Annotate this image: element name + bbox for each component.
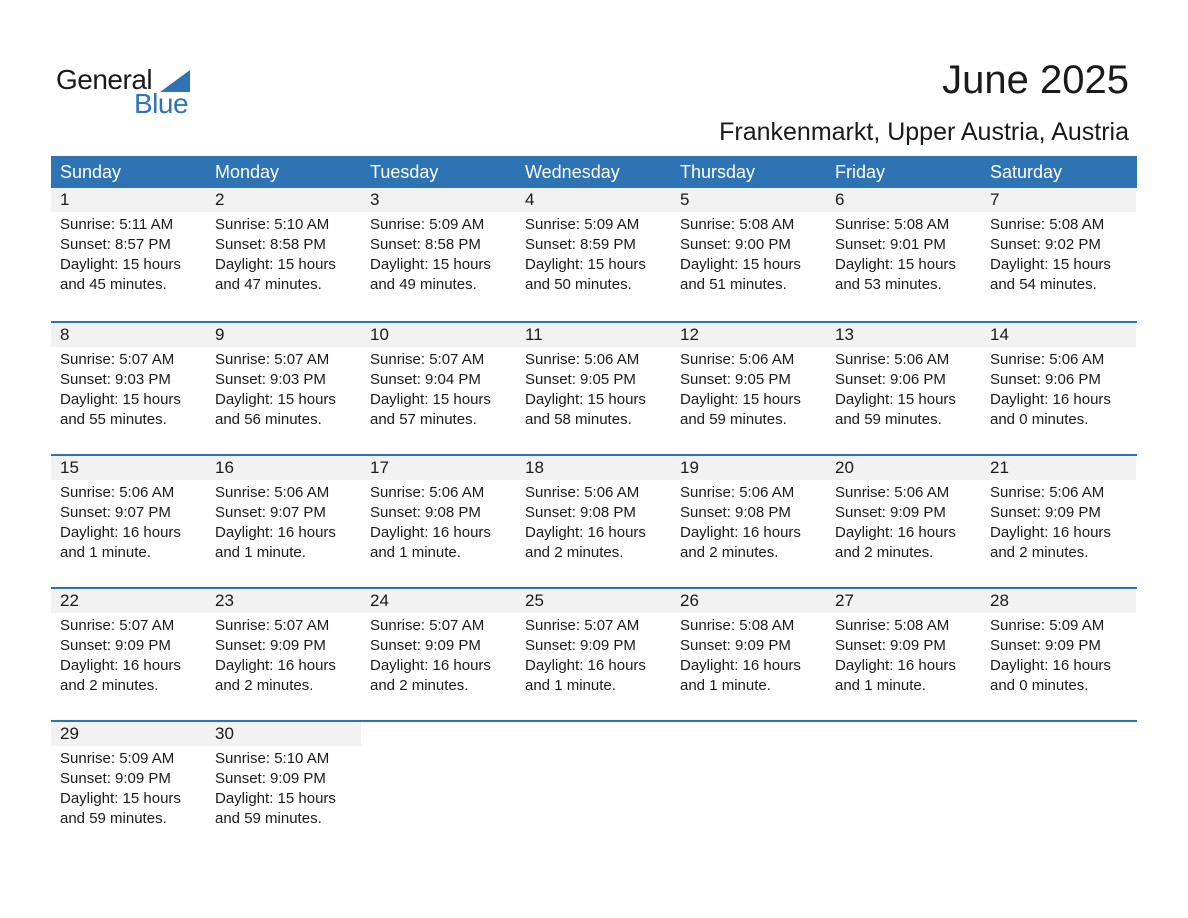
- daylight-hours-text: Daylight: 16 hours: [990, 524, 1111, 541]
- day-cell: [671, 589, 826, 720]
- sun-info: [60, 483, 181, 563]
- sunset-text: Sunset: 9:00 PM: [680, 236, 791, 253]
- sun-info: [835, 215, 956, 295]
- date-number: 11: [525, 325, 543, 344]
- daylight-hours-text: Daylight: 15 hours: [370, 256, 491, 273]
- sunrise-text: Sunrise: 5:06 AM: [525, 351, 640, 368]
- sunset-text: Sunset: 9:07 PM: [215, 504, 326, 521]
- daylight-minutes-text: and 57 minutes.: [370, 411, 477, 428]
- date-number: 9: [215, 325, 225, 344]
- date-number: 29: [60, 724, 79, 743]
- day-cell: [206, 722, 361, 853]
- weekday-header-monday: Monday: [215, 162, 280, 182]
- day-cell: [826, 589, 981, 720]
- sunset-text: Sunset: 9:09 PM: [835, 504, 946, 521]
- date-number: 15: [60, 458, 79, 477]
- daylight-hours-text: Daylight: 15 hours: [215, 256, 336, 273]
- daylight-hours-text: Daylight: 15 hours: [215, 391, 336, 408]
- sunset-text: Sunset: 9:09 PM: [215, 637, 326, 654]
- sunrise-text: Sunrise: 5:11 AM: [60, 216, 174, 233]
- daylight-minutes-text: and 1 minute.: [835, 677, 926, 694]
- daylight-minutes-text: and 51 minutes.: [680, 276, 787, 293]
- sunset-text: Sunset: 9:04 PM: [370, 371, 481, 388]
- date-number: 12: [680, 325, 699, 344]
- date-band: [206, 323, 361, 347]
- day-cell: [206, 323, 361, 454]
- weekday-header-thursday: Thursday: [680, 162, 756, 182]
- day-cell: [516, 589, 671, 720]
- daylight-minutes-text: and 50 minutes.: [525, 276, 632, 293]
- daylight-hours-text: Daylight: 15 hours: [680, 391, 801, 408]
- date-band: [361, 188, 516, 212]
- day-cell: [671, 188, 826, 321]
- weekday-header-tuesday: Tuesday: [370, 162, 439, 182]
- sun-info: [215, 749, 336, 829]
- sun-info: [680, 616, 801, 696]
- daylight-minutes-text: and 2 minutes.: [835, 544, 934, 561]
- day-cell: [51, 722, 206, 853]
- day-cell: [981, 323, 1136, 454]
- daylight-hours-text: Daylight: 16 hours: [60, 657, 181, 674]
- date-number: 26: [680, 591, 699, 610]
- date-band: [826, 188, 981, 212]
- sunrise-text: Sunrise: 5:08 AM: [835, 216, 950, 233]
- date-number: 20: [835, 458, 854, 477]
- date-number: 6: [835, 190, 845, 209]
- sunrise-text: Sunrise: 5:06 AM: [990, 351, 1105, 368]
- day-cell: [826, 188, 981, 321]
- date-number: 17: [370, 458, 389, 477]
- sun-info: [370, 350, 491, 430]
- sun-info: [990, 215, 1111, 295]
- sunset-text: Sunset: 8:58 PM: [215, 236, 326, 253]
- daylight-minutes-text: and 56 minutes.: [215, 411, 322, 428]
- sun-info: [215, 616, 336, 696]
- sunset-text: Sunset: 9:01 PM: [835, 236, 946, 253]
- date-number: 28: [990, 591, 1009, 610]
- date-number: 22: [60, 591, 79, 610]
- daylight-hours-text: Daylight: 15 hours: [60, 790, 181, 807]
- sun-info: [835, 616, 956, 696]
- day-cell: [51, 589, 206, 720]
- sunset-text: Sunset: 9:06 PM: [835, 371, 946, 388]
- date-number: 4: [525, 190, 535, 209]
- daylight-minutes-text: and 59 minutes.: [60, 810, 167, 827]
- sun-info: [680, 350, 801, 430]
- daylight-hours-text: Daylight: 16 hours: [215, 524, 336, 541]
- sunrise-text: Sunrise: 5:08 AM: [680, 216, 795, 233]
- sun-info: [835, 350, 956, 430]
- sunset-text: Sunset: 9:05 PM: [680, 371, 791, 388]
- location-subtitle: Frankenmarkt, Upper Austria, Austria: [719, 118, 1129, 146]
- daylight-hours-text: Daylight: 16 hours: [835, 524, 956, 541]
- date-number: 25: [525, 591, 544, 610]
- daylight-minutes-text: and 2 minutes.: [215, 677, 314, 694]
- sun-info: [990, 483, 1111, 563]
- daylight-minutes-text: and 2 minutes.: [990, 544, 1089, 561]
- sun-info: [525, 616, 646, 696]
- week-row: [51, 188, 1137, 321]
- sun-info: [370, 616, 491, 696]
- week-row: [51, 720, 1137, 853]
- page-title: June 2025: [942, 58, 1129, 102]
- sun-info: [990, 616, 1111, 696]
- sun-info: [60, 616, 181, 696]
- date-number: 23: [215, 591, 234, 610]
- sunset-text: Sunset: 9:06 PM: [990, 371, 1101, 388]
- sunrise-text: Sunrise: 5:06 AM: [370, 484, 485, 501]
- sunrise-text: Sunrise: 5:06 AM: [680, 351, 795, 368]
- sunset-text: Sunset: 9:09 PM: [60, 770, 171, 787]
- sunset-text: Sunset: 9:05 PM: [525, 371, 636, 388]
- sunset-text: Sunset: 9:09 PM: [680, 637, 791, 654]
- sunrise-text: Sunrise: 5:09 AM: [60, 750, 175, 767]
- week-row: [51, 587, 1137, 720]
- sunset-text: Sunset: 9:09 PM: [990, 504, 1101, 521]
- sun-info: [60, 350, 181, 430]
- sunrise-text: Sunrise: 5:06 AM: [990, 484, 1105, 501]
- sunset-text: Sunset: 9:09 PM: [835, 637, 946, 654]
- daylight-hours-text: Daylight: 16 hours: [680, 524, 801, 541]
- daylight-hours-text: Daylight: 15 hours: [525, 391, 646, 408]
- sun-info: [990, 350, 1111, 430]
- sunset-text: Sunset: 9:09 PM: [990, 637, 1101, 654]
- sun-info: [525, 483, 646, 563]
- daylight-hours-text: Daylight: 15 hours: [990, 256, 1111, 273]
- day-cell: [206, 456, 361, 587]
- empty-day-cell: [981, 722, 1136, 853]
- daylight-hours-text: Daylight: 16 hours: [525, 524, 646, 541]
- weeks-container: [51, 188, 1137, 853]
- day-cell: [981, 188, 1136, 321]
- date-band: [981, 188, 1136, 212]
- daylight-minutes-text: and 59 minutes.: [680, 411, 787, 428]
- daylight-minutes-text: and 2 minutes.: [680, 544, 779, 561]
- sunrise-text: Sunrise: 5:07 AM: [60, 617, 175, 634]
- date-band: [516, 188, 671, 212]
- sunrise-text: Sunrise: 5:08 AM: [990, 216, 1105, 233]
- sunset-text: Sunset: 8:58 PM: [370, 236, 481, 253]
- daylight-hours-text: Daylight: 16 hours: [990, 391, 1111, 408]
- date-number: 14: [990, 325, 1009, 344]
- day-cell: [516, 188, 671, 321]
- daylight-minutes-text: and 1 minute.: [525, 677, 616, 694]
- sunrise-text: Sunrise: 5:10 AM: [215, 750, 330, 767]
- date-number: 10: [370, 325, 389, 344]
- daylight-minutes-text: and 1 minute.: [370, 544, 461, 561]
- sunrise-text: Sunrise: 5:07 AM: [215, 351, 330, 368]
- sunset-text: Sunset: 9:09 PM: [60, 637, 171, 654]
- daylight-minutes-text: and 1 minute.: [215, 544, 306, 561]
- day-cell: [361, 323, 516, 454]
- weekday-header-row: [51, 156, 1137, 188]
- sunrise-text: Sunrise: 5:06 AM: [680, 484, 795, 501]
- day-cell: [981, 589, 1136, 720]
- date-number: 5: [680, 190, 690, 209]
- day-cell: [361, 589, 516, 720]
- sunrise-text: Sunrise: 5:07 AM: [370, 617, 485, 634]
- day-cell: [51, 323, 206, 454]
- sunset-text: Sunset: 9:03 PM: [215, 371, 326, 388]
- daylight-hours-text: Daylight: 16 hours: [370, 524, 491, 541]
- sunrise-text: Sunrise: 5:08 AM: [835, 617, 950, 634]
- sun-info: [680, 215, 801, 295]
- sunset-text: Sunset: 9:07 PM: [60, 504, 171, 521]
- daylight-hours-text: Daylight: 15 hours: [60, 256, 181, 273]
- weekday-header-wednesday: Wednesday: [525, 162, 620, 182]
- weekday-header-saturday: Saturday: [990, 162, 1063, 182]
- day-cell: [206, 188, 361, 321]
- date-number: 30: [215, 724, 234, 743]
- date-band: [51, 188, 206, 212]
- sunrise-text: Sunrise: 5:10 AM: [215, 216, 330, 233]
- day-cell: [671, 456, 826, 587]
- daylight-minutes-text: and 45 minutes.: [60, 276, 167, 293]
- daylight-hours-text: Daylight: 16 hours: [60, 524, 181, 541]
- daylight-minutes-text: and 2 minutes.: [370, 677, 469, 694]
- week-row: [51, 321, 1137, 454]
- date-number: 3: [370, 190, 380, 209]
- sun-info: [215, 215, 336, 295]
- daylight-hours-text: Daylight: 15 hours: [680, 256, 801, 273]
- day-cell: [361, 188, 516, 321]
- week-row: [51, 454, 1137, 587]
- day-cell: [826, 456, 981, 587]
- date-number: 24: [370, 591, 389, 610]
- daylight-minutes-text: and 0 minutes.: [990, 411, 1089, 428]
- empty-day-cell: [361, 722, 516, 853]
- sun-info: [525, 215, 646, 295]
- sun-info: [370, 483, 491, 563]
- sunset-text: Sunset: 9:08 PM: [680, 504, 791, 521]
- daylight-hours-text: Daylight: 16 hours: [680, 657, 801, 674]
- daylight-hours-text: Daylight: 16 hours: [525, 657, 646, 674]
- day-cell: [361, 456, 516, 587]
- day-cell: [51, 188, 206, 321]
- sun-info: [215, 483, 336, 563]
- sun-info: [525, 350, 646, 430]
- logo-general-text: General: [56, 64, 153, 95]
- day-cell: [51, 456, 206, 587]
- sunrise-text: Sunrise: 5:07 AM: [370, 351, 485, 368]
- date-band: [671, 188, 826, 212]
- sunrise-text: Sunrise: 5:06 AM: [835, 351, 950, 368]
- daylight-hours-text: Daylight: 16 hours: [370, 657, 491, 674]
- daylight-hours-text: Daylight: 16 hours: [835, 657, 956, 674]
- sunrise-text: Sunrise: 5:09 AM: [990, 617, 1105, 634]
- date-number: 18: [525, 458, 544, 477]
- daylight-minutes-text: and 53 minutes.: [835, 276, 942, 293]
- sunrise-text: Sunrise: 5:09 AM: [525, 216, 640, 233]
- date-band: [206, 188, 361, 212]
- daylight-minutes-text: and 59 minutes.: [835, 411, 942, 428]
- date-number: 13: [835, 325, 854, 344]
- daylight-minutes-text: and 0 minutes.: [990, 677, 1089, 694]
- daylight-minutes-text: and 55 minutes.: [60, 411, 167, 428]
- sunrise-text: Sunrise: 5:07 AM: [525, 617, 640, 634]
- daylight-minutes-text: and 2 minutes.: [60, 677, 159, 694]
- weekday-header-sunday: Sunday: [60, 162, 122, 182]
- empty-day-cell: [671, 722, 826, 853]
- daylight-minutes-text: and 2 minutes.: [525, 544, 624, 561]
- date-number: 8: [60, 325, 70, 344]
- logo-blue-text: Blue: [134, 88, 189, 119]
- day-cell: [826, 323, 981, 454]
- daylight-minutes-text: and 1 minute.: [680, 677, 771, 694]
- empty-day-cell: [516, 722, 671, 853]
- daylight-hours-text: Daylight: 15 hours: [370, 391, 491, 408]
- sunset-text: Sunset: 9:09 PM: [215, 770, 326, 787]
- sun-info: [370, 215, 491, 295]
- date-number: 7: [990, 190, 1000, 209]
- sunset-text: Sunset: 9:08 PM: [525, 504, 636, 521]
- calendar-grid: [51, 156, 1137, 853]
- daylight-hours-text: Daylight: 16 hours: [990, 657, 1111, 674]
- sunset-text: Sunset: 9:08 PM: [370, 504, 481, 521]
- daylight-minutes-text: and 47 minutes.: [215, 276, 322, 293]
- day-cell: [671, 323, 826, 454]
- daylight-minutes-text: and 54 minutes.: [990, 276, 1097, 293]
- date-number: 27: [835, 591, 854, 610]
- date-band: [51, 323, 206, 347]
- date-number: 21: [990, 458, 1009, 477]
- day-cell: [206, 589, 361, 720]
- daylight-hours-text: Daylight: 15 hours: [525, 256, 646, 273]
- empty-day-cell: [826, 722, 981, 853]
- sunset-text: Sunset: 9:02 PM: [990, 236, 1101, 253]
- sunset-text: Sunset: 9:09 PM: [370, 637, 481, 654]
- date-number: 1: [60, 190, 70, 209]
- sun-info: [835, 483, 956, 563]
- sunrise-text: Sunrise: 5:09 AM: [370, 216, 485, 233]
- sunrise-text: Sunrise: 5:06 AM: [215, 484, 330, 501]
- daylight-hours-text: Daylight: 15 hours: [835, 256, 956, 273]
- sunrise-text: Sunrise: 5:06 AM: [835, 484, 950, 501]
- day-cell: [516, 323, 671, 454]
- weekday-header-friday: Friday: [835, 162, 886, 182]
- sunrise-text: Sunrise: 5:06 AM: [525, 484, 640, 501]
- daylight-hours-text: Daylight: 15 hours: [835, 391, 956, 408]
- sunrise-text: Sunrise: 5:08 AM: [680, 617, 795, 634]
- sunset-text: Sunset: 9:09 PM: [525, 637, 636, 654]
- sunset-text: Sunset: 8:57 PM: [60, 236, 171, 253]
- sunrise-text: Sunrise: 5:07 AM: [60, 351, 175, 368]
- sunset-text: Sunset: 9:03 PM: [60, 371, 171, 388]
- sunrise-text: Sunrise: 5:07 AM: [215, 617, 330, 634]
- daylight-minutes-text: and 59 minutes.: [215, 810, 322, 827]
- sun-info: [60, 749, 181, 829]
- daylight-minutes-text: and 49 minutes.: [370, 276, 477, 293]
- sun-info: [215, 350, 336, 430]
- day-cell: [516, 456, 671, 587]
- sunset-text: Sunset: 8:59 PM: [525, 236, 636, 253]
- sunrise-text: Sunrise: 5:06 AM: [60, 484, 175, 501]
- daylight-minutes-text: and 1 minute.: [60, 544, 151, 561]
- sun-info: [60, 215, 181, 295]
- date-number: 2: [215, 190, 225, 209]
- daylight-hours-text: Daylight: 15 hours: [215, 790, 336, 807]
- daylight-minutes-text: and 58 minutes.: [525, 411, 632, 428]
- day-cell: [981, 456, 1136, 587]
- date-number: 19: [680, 458, 699, 477]
- date-number: 16: [215, 458, 234, 477]
- daylight-hours-text: Daylight: 16 hours: [215, 657, 336, 674]
- sun-info: [680, 483, 801, 563]
- daylight-hours-text: Daylight: 15 hours: [60, 391, 181, 408]
- logo: [56, 64, 206, 120]
